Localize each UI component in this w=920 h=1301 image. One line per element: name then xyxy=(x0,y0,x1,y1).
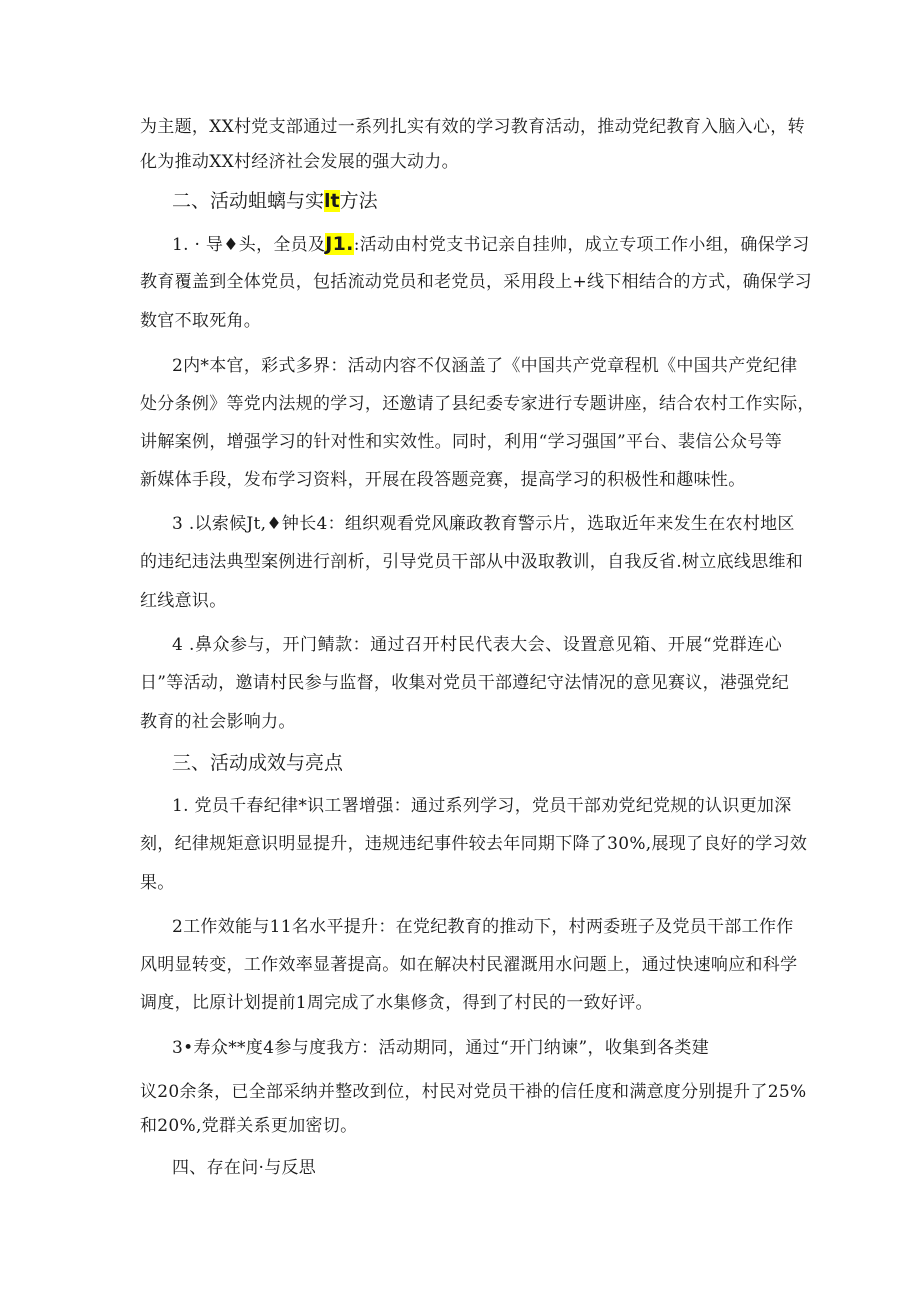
item-2-1-line-3: 数官不取死角。 xyxy=(140,311,262,331)
item-2-3-line-1: 3 .以索候Jt,♦钟长4：组织观看党风廉政教育警示片，选取近年来发生在农村地区 xyxy=(172,514,795,534)
item-3-2-line-1: 2工作效能与11名水平提升：在党纪教育的推动下，村两委班子及党员干部工作作 xyxy=(172,917,794,937)
item-3-1-line-1: 1. 党员千春纪律*识工署增强：通过系列学习，党员干部劝党纪党规的认识更加深 xyxy=(172,796,792,816)
item-3-1-line-2: 刻，纪律规矩意识明显提升，违规违纪事件较去年同期下降了30%,展现了良好的学习效 xyxy=(140,834,808,854)
item-2-1-line-1-b: :活动由村党支书记亲自挂帅，成立专项工作小组，确保学习 xyxy=(353,235,810,255)
item-2-3-line-3: 红线意识。 xyxy=(140,591,227,611)
section-2-heading-suffix: 方法 xyxy=(339,190,378,212)
item-3-3-line-1: 3•寿众**度4参与度我方：活动期同，通过“开门纳谏”，收集到各类建 xyxy=(172,1038,709,1058)
item-2-2-line-4: 新媒体手段，发布学习资料，开展在段答题竞赛，提高学习的积极性和趣味性。 xyxy=(140,470,746,490)
section-3-heading: 三、活动成效与亮点 xyxy=(172,752,344,774)
section-2-heading-highlight: lt xyxy=(324,190,340,212)
item-2-2-line-1: 2内*本官，彩式多界：活动内容不仅涵盖了《中国共产党章程机《中国共产党纪律 xyxy=(172,356,798,376)
item-2-4-line-3: 教育的社会影响力。 xyxy=(140,712,296,732)
item-3-3-line-3: 和20%,党群关系更加密切。 xyxy=(140,1116,358,1136)
item-2-2-line-2: 处分条例》等党内法规的学习，还邀请了县纪委专家进行专题讲座，结合农村工作实际， xyxy=(140,394,815,414)
item-2-3-line-2: 的违纪违法典型案例进行剖析，引导党员干部从中汲取教训，自我反省.树立底线思维和 xyxy=(140,552,804,572)
item-3-1-line-3: 果。 xyxy=(140,873,175,893)
item-2-1-highlight: J1. xyxy=(325,233,354,255)
section-2-heading-prefix: 二、活动蛆螭与实 xyxy=(172,190,325,212)
intro-line-1: 为主题，XX村党支部通过一系列扎实有效的学习教育活动，推动党纪教育入脑入心，转 xyxy=(140,117,805,137)
item-2-1-line-2: 教育覆盖到全体党员，包括流动党员和老党员，采用段上+线下相结合的方式，确保学习 xyxy=(140,272,812,292)
section-2-heading xyxy=(172,190,378,212)
item-2-1-line-1-a: 1. · 导♦头，全员及 xyxy=(172,235,326,255)
item-2-2-line-3: 讲解案例，增强学习的针对性和实效性。同时，利用“学习强国”平台、裴信公众号等 xyxy=(140,432,782,452)
item-2-1-line-1 xyxy=(172,233,810,255)
item-3-3-line-2: 议20余条，已全部采纳并整改到位，村民对党员干褂的信任度和满意度分别提升了25% xyxy=(140,1082,807,1102)
item-3-2-line-3: 调度，比原计划提前1周完成了水集修贪，得到了村民的一致好评。 xyxy=(140,993,653,1013)
item-2-4-line-2: 日”等活动，邀请村民参与监督，收集对党员干部遵纪守法情况的意见赛议，港强党纪 xyxy=(140,673,790,693)
item-3-2-line-2: 风明显转变，工作效率显著提高。如在解决村民濯溉用水问题上，通过快速响应和科学 xyxy=(140,955,798,975)
intro-line-2: 化为推动XX村经济社会发展的强大动力。 xyxy=(140,152,459,172)
item-2-4-line-1: 4 .鼻众参与，开门鲭款：通过召开村民代表大会、设置意见箱、开展“党群连心 xyxy=(172,635,782,655)
section-4-heading: 四、存在问·与反思 xyxy=(172,1158,317,1178)
